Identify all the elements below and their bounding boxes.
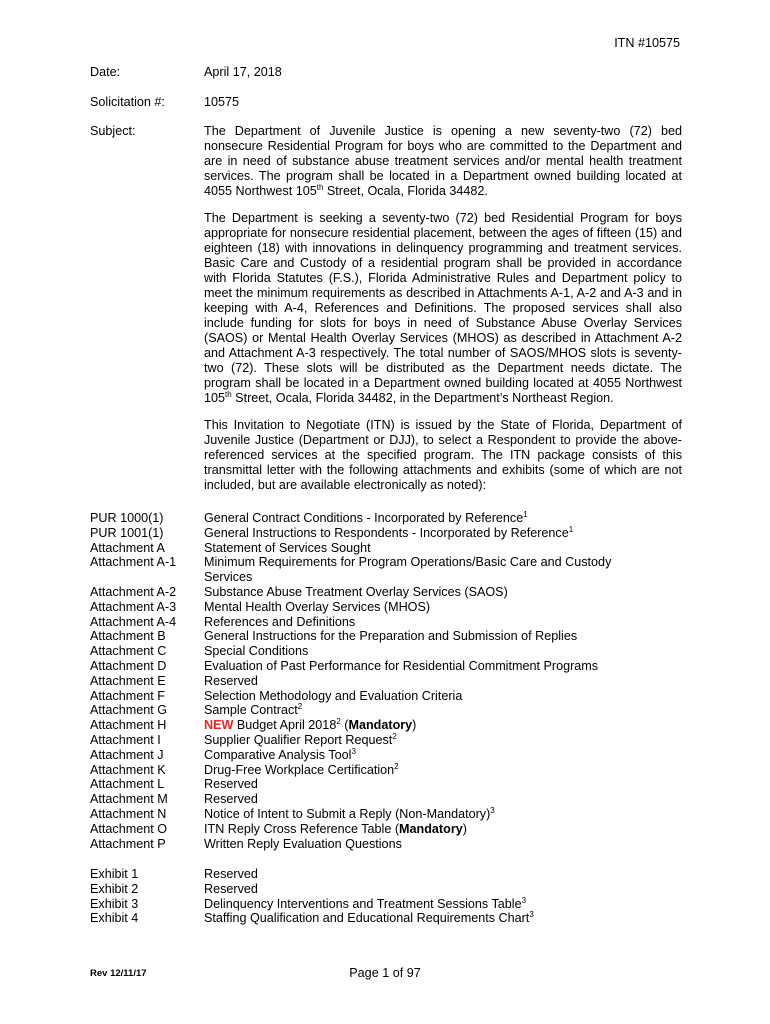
footnote-marker: 1 [523, 510, 528, 519]
attachment-row-description: Mental Health Overlay Services (MHOS) [204, 599, 431, 614]
attachment-row-description: Evaluation of Past Performance for Residential Commitment Programs [204, 658, 599, 673]
exhibit-row-code: Exhibit 1 [90, 867, 139, 881]
footnote-marker: 1 [568, 524, 574, 534]
attachment-row-code: Attachment J [90, 747, 164, 762]
mandatory-label: Mandatory [399, 821, 463, 836]
attachment-row [90, 792, 690, 807]
footnote-marker: 2 [297, 702, 303, 712]
revision-label: Rev 12/11/17 [90, 968, 147, 979]
attachment-row-description: Reserved [204, 777, 258, 792]
page-number: Page 1 of 97 [349, 966, 421, 980]
subject-body [204, 124, 682, 493]
exhibits-list [90, 867, 690, 926]
exhibit-row-code: Exhibit 3 [90, 896, 139, 911]
footnote-marker: 3 [521, 895, 527, 905]
attachment-row-description: Reserved [204, 792, 258, 807]
exhibit-row-code: Exhibit 4 [90, 911, 139, 926]
attachment-row [90, 511, 690, 526]
attachment-row-code: Attachment A [90, 540, 165, 555]
attachment-row [90, 822, 690, 837]
date-value: April 17, 2018 [204, 65, 282, 79]
attachment-row-code: Attachment O [90, 821, 167, 836]
attachment-row [90, 541, 690, 556]
footnote-marker: 3 [351, 746, 356, 756]
attachment-row [90, 689, 690, 704]
itn-number: ITN #10575 [614, 36, 680, 50]
exhibit-row-description: Reserved [204, 867, 258, 881]
attachment-row [90, 555, 690, 585]
subject-row [90, 124, 682, 493]
attachment-row-code: Attachment P [90, 836, 166, 851]
footnote-marker: 3 [490, 805, 495, 815]
subject-label: Subject: [90, 124, 136, 138]
attachment-row [90, 733, 690, 748]
attachment-row-description: Drug-Free Workplace Certification$^2$ [204, 761, 399, 777]
attachment-row-code: Attachment A-4 [90, 614, 177, 629]
solicitation-value: 10575 [204, 95, 240, 109]
attachment-row [90, 777, 690, 792]
footnote-marker: 2 [392, 731, 397, 741]
attachment-row [90, 526, 690, 541]
exhibit-row [90, 867, 690, 882]
attachment-row-code: Attachment A-3 [90, 599, 177, 614]
attachment-row-description: ITN Reply Cross Reference Table (Mandatory) [204, 821, 467, 836]
attachment-row-code: Attachment L [90, 777, 165, 792]
attachment-row-code: Attachment E [90, 673, 166, 688]
attachment-row [90, 837, 690, 852]
attachment-row [90, 615, 690, 630]
paragraph-program-opening: The Department of Juvenile Justice is opening a new seventy-two (72) bed nonsecure Residential Program for boys who are committed to the Department and are in need of substance abuse treatment services and/or mental health treatment services. The program shall be located in a Department owned building located at 4055 Northwest 105th Street, Ocala, Florida 34482. [204, 124, 682, 198]
exhibit-row-description: Staffing Qualification and Educational Requirements Chart$^3$ [204, 910, 534, 926]
attachment-row [90, 585, 690, 600]
attachment-row-description: Statement of Services Sought [204, 540, 371, 555]
attachment-row-code: PUR 1001(1) [90, 525, 164, 540]
attachment-row-description: Supplier Qualifier Report Request$^2$ [204, 731, 397, 747]
exhibit-row [90, 897, 690, 912]
attachment-row-description: Comparative Analysis Tool$^3$ [204, 746, 356, 762]
footnote-marker: 2 [336, 717, 341, 727]
attachment-row-description: General Instructions to Respondents - Incorporated by Reference$^1$ [204, 524, 574, 540]
attachment-row-code: Attachment M [90, 792, 168, 807]
attachment-row [90, 763, 690, 778]
attachment-row [90, 718, 690, 733]
attachment-row-description: General Contract Conditions - Incorporated by Reference$^1$ [204, 510, 528, 525]
date-label: Date: [90, 65, 121, 79]
attachment-row-description: Special Conditions [204, 644, 309, 659]
attachment-row-code: Attachment B [90, 629, 166, 644]
paragraph-program-description: The Department is seeking a seventy-two (72) bed Residential Program for boys appropriate for nonsecure residential placement, between the ages of fifteen (15) and eighteen (18) with innovations in delinquency programming and treatment services. Basic Care and Custody of a residential program shall be provided in accordance with Florida Statutes (F.S.), Florida Administrative Rules and Department policy to meet the minimum requirements as described in Attachments A-1, A-2 and A-3 and in keeping with A-4, References and Definitions. The proposed services shall also include funding for slots for boys in need of Substance Abuse Overlay Services (SAOS) or Mental Health Overlay Services (MHOS) as described in Attachment A-2 and Attachment A-3 respectively. The total number of SAOS/MHOS slots is seventy-two (72). These slots will be distributed as the Department needs dictate. The program shall be located in a Department owned building located at 4055 Northwest 105th Street, Ocala, Florida 34482, in the Department’s Northeast Region. [204, 211, 682, 405]
attachment-row-code: Attachment C [90, 644, 167, 659]
solicitation-label: Solicitation #: [90, 95, 165, 109]
attachment-row-description: Written Reply Evaluation Questions [204, 836, 402, 851]
attachment-row-code: Attachment A-2 [90, 584, 177, 599]
attachment-row [90, 748, 690, 763]
attachment-row-code: Attachment H [90, 718, 167, 733]
attachment-row-code: Attachment A-1 [90, 555, 177, 570]
attachment-row [90, 659, 690, 674]
footnote-marker: 3 [529, 910, 534, 920]
attachment-row-description: Notice of Intent to Submit a Reply (Non-Mandatory)$^3$ [204, 805, 495, 821]
attachment-row [90, 600, 690, 615]
attachments-list [90, 511, 690, 851]
attachment-row-description: Reserved [204, 673, 258, 688]
attachment-row-description: Sample Contract$^2$ [204, 702, 303, 718]
attachment-row-description: Substance Abuse Treatment Overlay Services (SAOS) [204, 584, 508, 599]
solicitation-row [90, 95, 682, 109]
attachment-row [90, 807, 690, 822]
date-row [90, 65, 682, 79]
attachment-row-description: NEW Budget April 2018$^2$ (Mandatory) [204, 717, 417, 733]
attachment-row-description: General Instructions for the Preparation and Submission of Replies [204, 629, 578, 644]
exhibit-row-description: Reserved [204, 881, 258, 896]
attachment-row [90, 629, 690, 644]
attachment-row-description: Minimum Requirements for Program Operations/Basic Care and Custody Services [204, 555, 612, 585]
exhibit-row [90, 882, 690, 897]
attachment-row-code: Attachment D [90, 658, 167, 673]
attachment-row [90, 674, 690, 689]
exhibit-row-description: Delinquency Interventions and Treatment Sessions Table$^3$ [204, 895, 527, 911]
exhibit-row-code: Exhibit 2 [90, 881, 139, 896]
attachment-row-code: Attachment N [90, 806, 167, 821]
attachment-row-code: PUR 1000(1) [90, 511, 164, 525]
new-badge: NEW [204, 718, 234, 733]
attachment-row-description: References and Definitions [204, 614, 356, 629]
attachment-row-code: Attachment I [90, 732, 161, 747]
footnote-marker: 2 [394, 761, 399, 771]
paragraph-itn-package: This Invitation to Negotiate (ITN) is issued by the State of Florida, Department of Juvenile Justice (Department or DJJ), to select a Respondent to provide the above-referenced services at the specified program. The ITN package consists of this transmittal letter with the following attachments and exhibits (some of which are not included, but are available electronically as noted): [204, 418, 682, 492]
attachment-row-code: Attachment G [90, 703, 167, 718]
attachment-row-description: Selection Methodology and Evaluation Criteria [204, 688, 463, 703]
attachment-row [90, 703, 690, 718]
mandatory-label: Mandatory [348, 718, 413, 733]
attachment-row-code: Attachment F [90, 688, 165, 703]
attachment-row-code: Attachment K [90, 762, 166, 777]
attachment-row [90, 644, 690, 659]
exhibit-row [90, 911, 690, 926]
